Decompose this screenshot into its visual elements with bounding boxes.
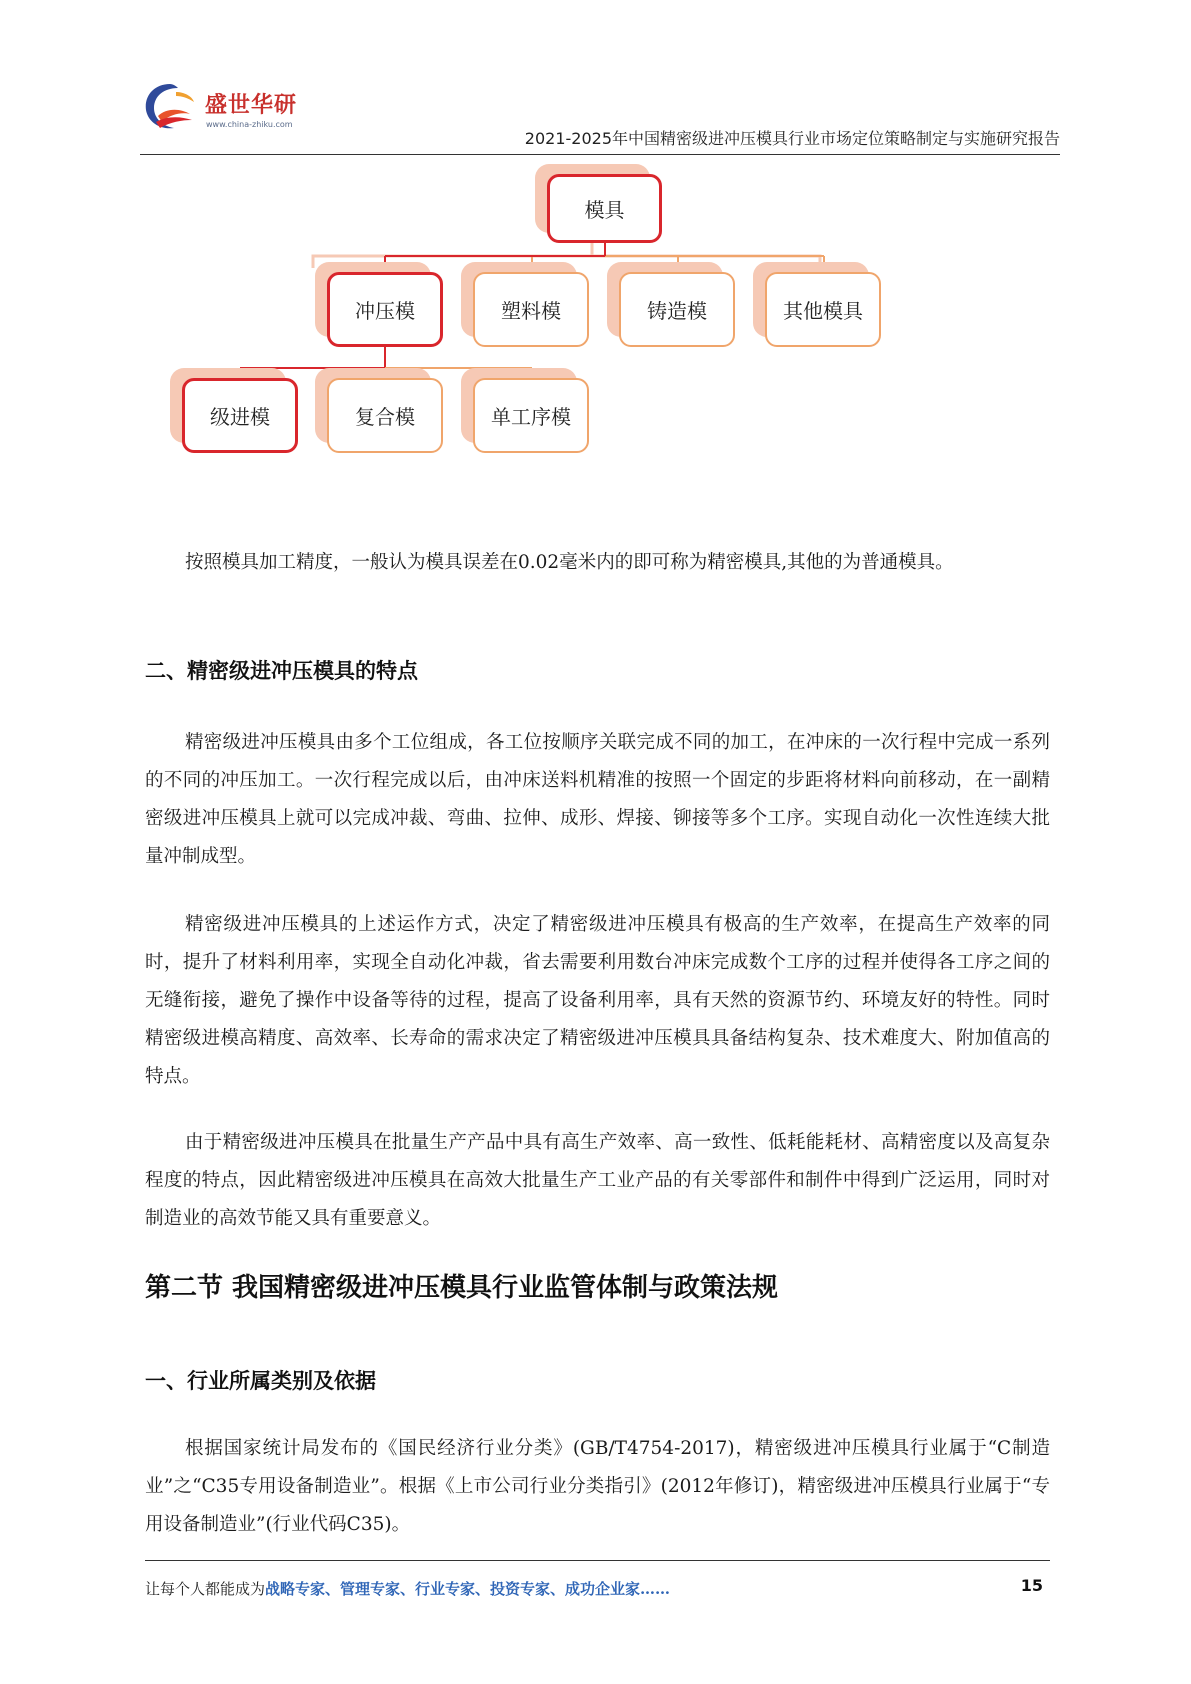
node-casting-mold: 铸造模 — [619, 272, 735, 347]
node-other-molds: 其他模具 — [765, 272, 881, 347]
node-plastic-mold: 塑料模 — [473, 272, 589, 347]
brand-name: 盛世华研 — [205, 93, 298, 118]
footer-slogan-highlight: 战略专家、管理专家、行业专家、投资专家、成功企业家…… — [265, 1580, 671, 1598]
heading-features: 二、精密级进冲压模具的特点 — [145, 659, 418, 683]
section-heading: 第二节 我国精密级进冲压模具行业监管体制与政策法规 — [145, 1273, 779, 1303]
report-title: 2021-2025年中国精密级进冲压模具行业市场定位策略制定与实施研究报告 — [524, 129, 1060, 148]
node-single-process-die: 单工序模 — [473, 378, 589, 453]
node-progressive-die: 级进模 — [182, 378, 298, 453]
mold-classification-diagram — [180, 180, 960, 500]
paragraph-efficiency: 精密级进冲压模具的上述运作方式，决定了精密级进冲压模具有极高的生产效率，在提高生产效率的同时，提升了材料利用率，实现全自动化冲裁，省去需要利用数台冲床完成数个工序的过程并使得各工序之间的无缝衔接，避免了操作中设备等待的过程，提高了设备利用率，具有天然的资源节约、环境友好的特性。同时精密级进模高精度、高效率、长寿命的需求决定了精密级进冲压模具具备结构复杂、技术难度大、附加值高的特点。 — [145, 914, 1050, 1087]
paragraph-precision-definition: 按照模具加工精度，一般认为模具误差在0.02毫米内的即可称为精密模具,其他的为普通模具。 — [185, 552, 954, 573]
paragraph-application: 由于精密级进冲压模具在批量生产产品中具有高生产效率、高一致性、低耗能耗材、高精密度以及高复杂程度的特点，因此精密级进冲压模具在高效大批量生产工业产品的有关零部件和制件中得到广泛运用，同时对制造业的高效节能又具有重要意义。 — [145, 1132, 1050, 1229]
paragraph-classification: 根据国家统计局发布的《国民经济行业分类》(GB/T4754-2017)，精密级进冲压模具行业属于“C制造业”之“C35专用设备制造业”。根据《上市公司行业分类指引》(2012年修订)，精密级进冲压模具行业属于“专用设备制造业”(行业代码C35)。 — [145, 1438, 1050, 1535]
node-root: 模具 — [547, 174, 662, 243]
page-number: 15 — [1020, 1576, 1043, 1595]
node-compound-die: 复合模 — [327, 378, 443, 453]
header-divider — [140, 154, 1060, 155]
footer-slogan — [145, 1578, 670, 1599]
footer-divider — [145, 1560, 1050, 1561]
logo-emblem-icon — [140, 78, 204, 138]
company-logo — [140, 78, 310, 148]
heading-industry-category: 一、行业所属类别及依据 — [145, 1369, 376, 1393]
footer-slogan-lead: 让每个人都能成为 — [145, 1580, 266, 1598]
paragraph-structure: 精密级进冲压模具由多个工位组成，各工位按顺序关联完成不同的加工，在冲床的一次行程中完成一系列的不同的冲压加工。一次行程完成以后，由冲床送料机精准的按照一个固定的步距将材料向前移动，在一副精密级进冲压模具上就可以完成冲裁、弯曲、拉伸、成形、焊接、铆接等多个工序。实现自动化一次性连续大批量冲制成型。 — [145, 732, 1050, 867]
node-stamping-mold: 冲压模 — [327, 272, 443, 347]
brand-url: www.china-zhiku.com — [206, 120, 293, 129]
